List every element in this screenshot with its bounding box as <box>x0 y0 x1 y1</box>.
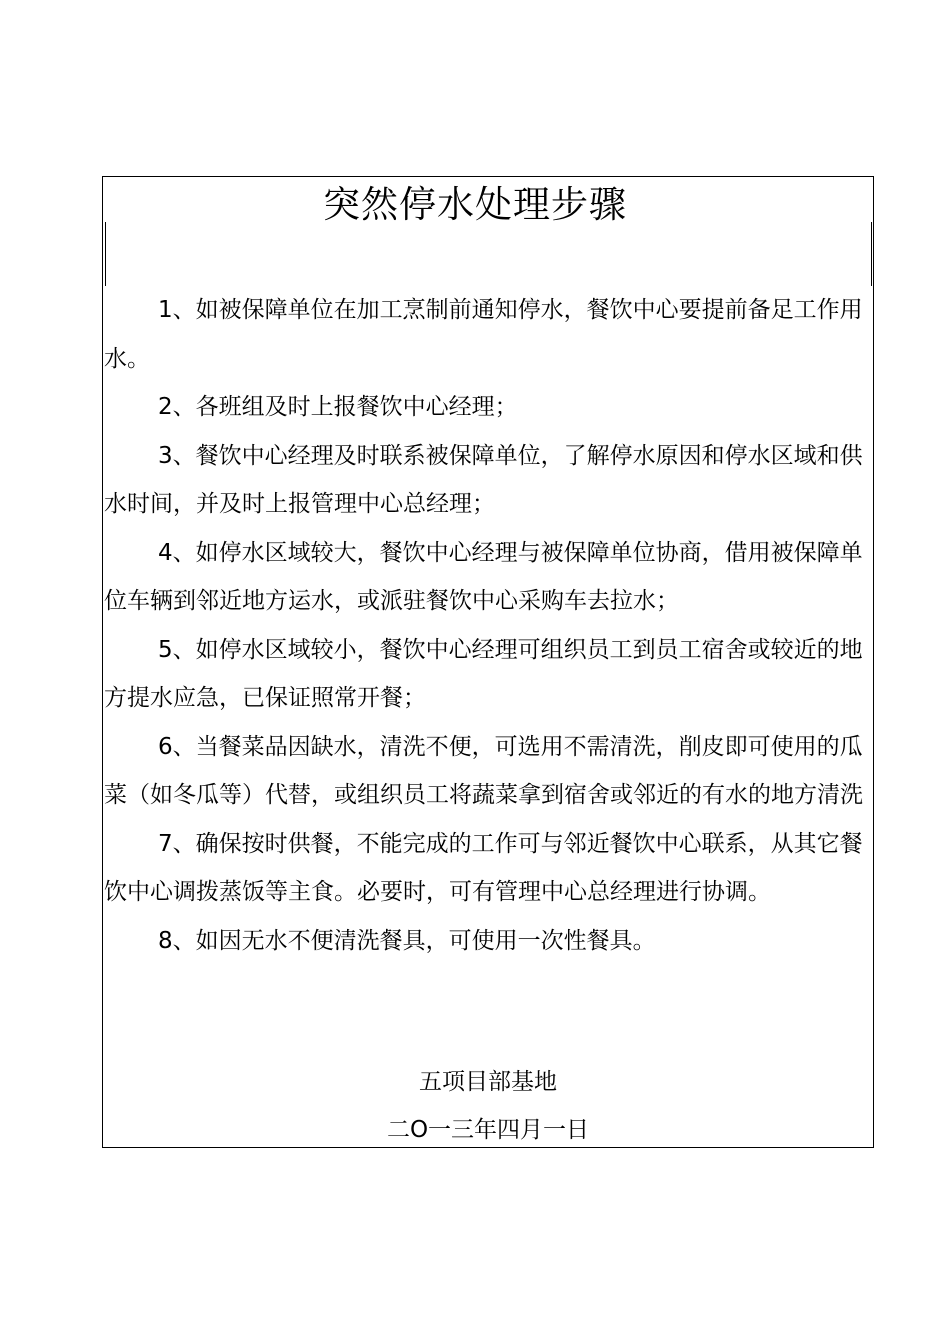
title-divider-left <box>105 222 106 286</box>
procedure-step-8: 8、如因无水不便清洗餐具，可使用一次性餐具。 <box>158 927 656 954</box>
title-divider-right <box>871 222 872 286</box>
page-title: 突然停水处理步骤 <box>323 183 627 226</box>
procedure-step-2: 2、各班组及时上报餐饮中心经理； <box>158 394 518 420</box>
procedure-step-1: 1、如被保障单位在加工烹制前通知停水，餐饮中心要提前备足工作用水。 <box>104 297 863 372</box>
signature-organization: 五项目部基地 <box>419 1069 557 1095</box>
signature-date: 二O一三年四月一日 <box>386 1117 590 1143</box>
procedure-step-7: 7、确保按时供餐，不能完成的工作可与邻近餐饮中心联系，从其它餐饮中心调拨蒸饭等主食。必要时，可有管理中心总经理进行协调。 <box>104 830 863 905</box>
procedure-step-3: 3、餐饮中心经理及时联系被保障单位，了解停水原因和停水区域和供水时间，并及时上报管理中心总经理； <box>104 442 863 517</box>
procedure-step-6: 6、当餐菜品因缺水，清洗不便，可选用不需清洗，削皮即可使用的瓜菜（如冬瓜等）代替，或组织员工将蔬菜拿到宿舍或邻近的有水的地方清洗 <box>104 733 863 808</box>
procedure-list <box>104 286 874 965</box>
procedure-step-4: 4、如停水区域较大，餐饮中心经理与被保障单位协商，借用被保障单位车辆到邻近地方运水，或派驻餐饮中心采购车去拉水； <box>104 539 863 614</box>
procedure-step-5: 5、如停水区域较小，餐饮中心经理可组织员工到员工宿舍或较近的地方提水应急，已保证照常开餐； <box>104 636 863 711</box>
